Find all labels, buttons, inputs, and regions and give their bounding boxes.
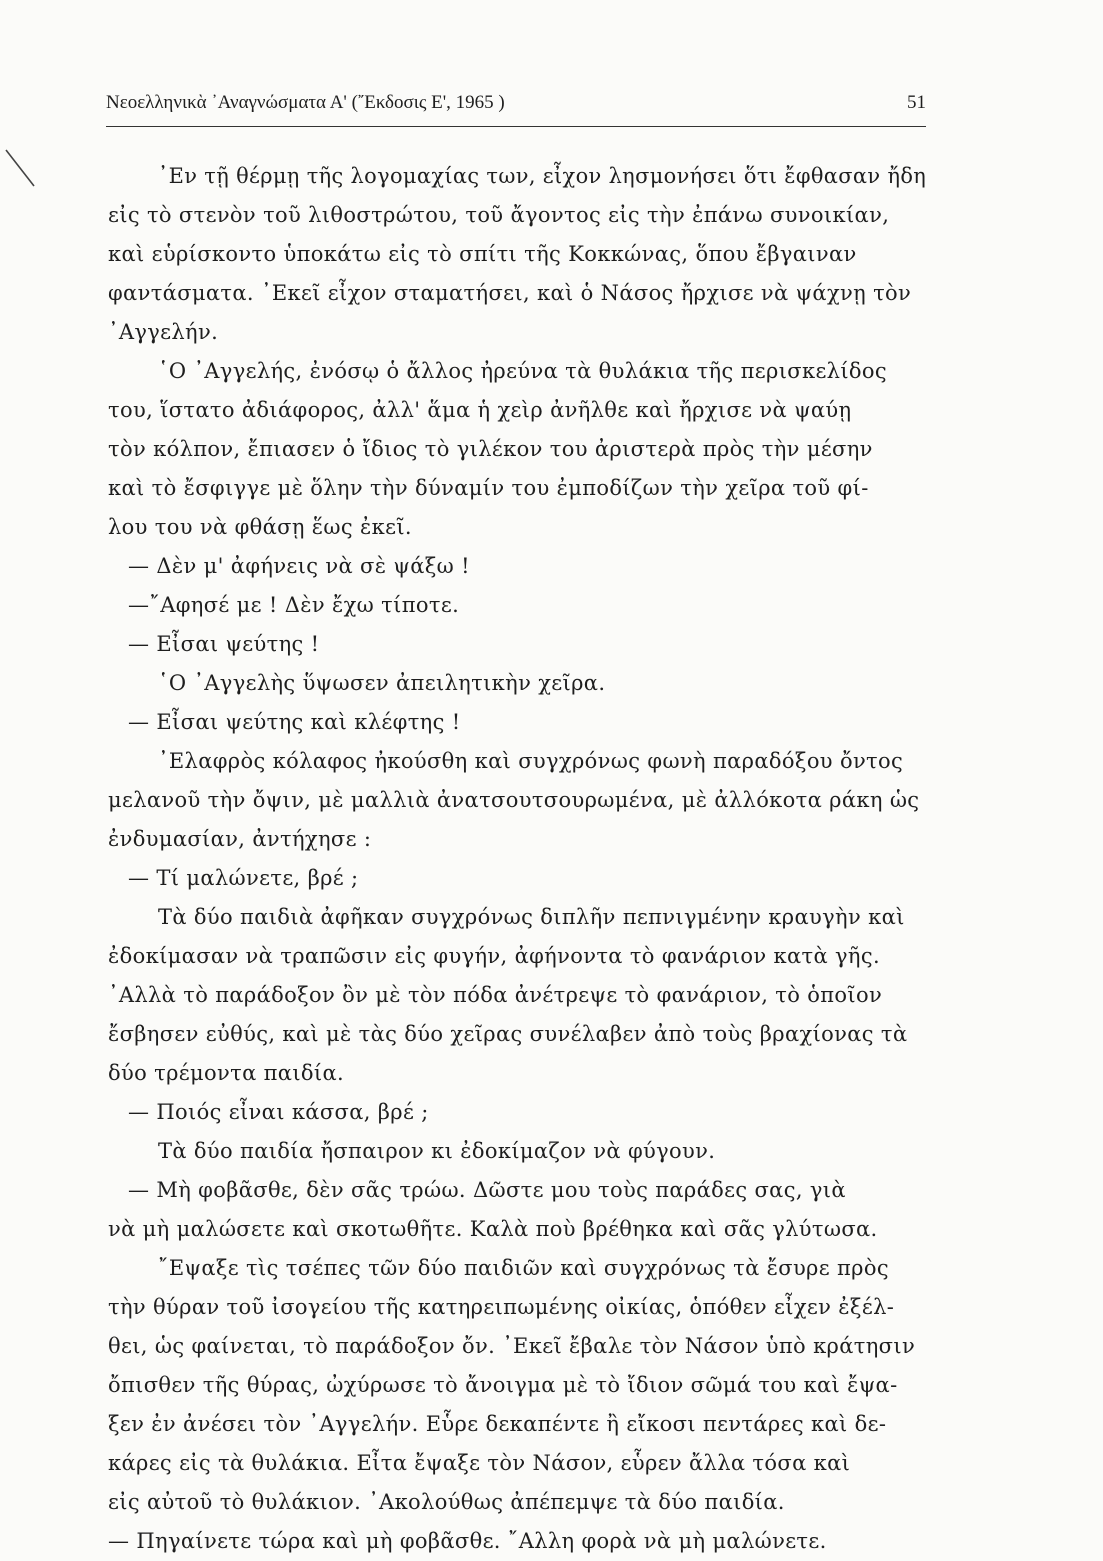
text-line: ξεν ἐν ἀνέσει τὸν ᾿Αγγελήν. Εὗρε δεκαπέντε ἢ εἴκοσι πεντάρες καὶ δε- (108, 1412, 887, 1436)
text-line: ᾿Ελαφρὸς κόλαφος ἠκούσθη καὶ συγχρόνως φωνὴ παραδόξου ὄντος (158, 749, 904, 773)
text-line: — Δὲν μ' ἀφήνεις νὰ σὲ ψάξω ! (128, 554, 470, 578)
text-line: νὰ μὴ μαλώσετε καὶ σκοτωθῆτε. Καλὰ ποὺ βρέθηκα καὶ σᾶς γλύτωσα. (108, 1217, 878, 1241)
text-line: καὶ εὑρίσκοντο ὑποκάτω εἰς τὸ σπίτι τῆς Κοκκώνας, ὅπου ἔβγαιναν (108, 242, 857, 266)
text-line: θει, ὡς φαίνεται, τὸ παράδοξον ὄν. ᾿Εκεῖ ἔβαλε τὸν Νάσον ὑπὸ κράτησιν (108, 1334, 916, 1358)
text-line: ᾿Αγγελήν. (108, 320, 219, 344)
body-text (108, 157, 926, 1561)
text-line: ἐνδυμασίαν, ἀντήχησε : (108, 827, 372, 851)
text-line: κάρες εἰς τὰ θυλάκια. Εἶτα ἔψαξε τὸν Νάσον, εὗρεν ἄλλα τόσα καὶ (108, 1451, 851, 1475)
page-header (106, 92, 926, 118)
margin-pencil-mark (0, 142, 40, 202)
text-line: ὄπισθεν τῆς θύρας, ὠχύρωσε τὸ ἄνοιγμα μὲ τὸ ἴδιον σῶμά του καὶ ἔψα- (108, 1373, 898, 1397)
text-line: — Εἶσαι ψεύτης καὶ κλέφτης ! (128, 710, 461, 734)
text-line: τὴν θύραν τοῦ ἰσογείου τῆς κατηρειπωμένης οἰκίας, ὁπόθεν εἶχεν ἐξέλ- (108, 1295, 895, 1319)
text-line: εἰς αὐτοῦ τὸ θυλάκιον. ᾿Ακολούθως ἀπέπεμψε τὰ δύο παιδία. (108, 1490, 785, 1514)
text-line: Τὰ δύο παιδία ἤσπαιρον κι ἐδοκίμαζον νὰ φύγουν. (158, 1139, 716, 1163)
text-line: ᾿Εν τῇ θέρμῃ τῆς λογομαχίας των, εἶχον λησμονήσει ὅτι ἔφθασαν ἤδη (157, 164, 927, 188)
running-title: Νεοελληνικὰ ᾿Αναγνώσματα Α' (῎Εκδοσις Ε', 1965 ) (106, 92, 505, 113)
text-line: ᾿Αλλὰ τὸ παράδοξον ὂν μὲ τὸν πόδα ἀνέτρεψε τὸ φανάριον, τὸ ὁποῖον (108, 983, 883, 1007)
text-line: μελανοῦ τὴν ὄψιν, μὲ μαλλιὰ ἀνατσουτσουρωμένα, μὲ ἀλλόκοτα ράκη ὡς (108, 788, 920, 812)
text-line: — Εἶσαι ψεύτης ! (128, 632, 320, 656)
text-line: εἰς τὸ στενὸν τοῦ λιθοστρώτου, τοῦ ἄγοντος εἰς τὴν ἐπάνω συνοικίαν, (108, 203, 890, 227)
text-line: ἐδοκίμασαν νὰ τραπῶσιν εἰς φυγήν, ἀφήνοντα τὸ φανάριον κατὰ γῆς. (108, 944, 880, 968)
text-line: — Πηγαίνετε τώρα καὶ μὴ φοβᾶσθε. ῎Αλλη φορὰ νὰ μὴ μαλώνετε. (108, 1529, 827, 1553)
text-line: ῎Εψαξε τὶς τσέπες τῶν δύο παιδιῶν καὶ συγχρόνως τὰ ἔσυρε πρὸς (158, 1256, 889, 1280)
text-line: — Μὴ φοβᾶσθε, δὲν σᾶς τρώω. Δῶστε μου τοὺς παράδες σας, γιὰ (128, 1178, 846, 1202)
text-line: —῎Αφησέ με ! Δὲν ἔχω τίποτε. (128, 593, 460, 617)
text-line: τὸν κόλπον, ἔπιασεν ὁ ἴδιος τὸ γιλέκον του ἀριστερὰ πρὸς τὴν μέσην (108, 437, 873, 461)
page-number: 51 (907, 92, 926, 113)
text-line: φαντάσματα. ᾿Εκεῖ εἶχον σταματήσει, καὶ ὁ Νάσος ἤρχισε νὰ ψάχνῃ τὸν (108, 281, 912, 305)
text-line: ἔσβησεν εὐθύς, καὶ μὲ τὰς δύο χεῖρας συνέλαβεν ἀπὸ τοὺς βραχίονας τὰ (108, 1022, 908, 1046)
text-line: δύο τρέμοντα παιδία. (108, 1061, 345, 1085)
text-line: του, ἵστατο ἀδιάφορος, ἀλλ' ἅμα ἡ χεὶρ ἀνῆλθε καὶ ἤρχισε νὰ ψαύῃ (108, 398, 852, 422)
text-line: λου του νὰ φθάσῃ ἕως ἐκεῖ. (108, 515, 412, 539)
text-line: ῾Ο ᾿Αγγελής, ἐνόσῳ ὁ ἄλλος ἠρεύνα τὰ θυλάκια τῆς περισκελίδος (158, 359, 888, 383)
text-line: — Τί μαλώνετε, βρέ ; (128, 866, 359, 890)
text-line: καὶ τὸ ἔσφιγγε μὲ ὅλην τὴν δύναμίν του ἐμποδίζων τὴν χεῖρα τοῦ φί- (108, 476, 869, 500)
text-line: — Ποιός εἶναι κάσσα, βρέ ; (128, 1100, 429, 1124)
header-rule (106, 126, 926, 127)
text-line: ῾Ο ᾿Αγγελὴς ὕψωσεν ἀπειλητικὴν χεῖρα. (158, 671, 606, 695)
text-line: Τὰ δύο παιδιὰ ἀφῆκαν συγχρόνως διπλῆν πεπνιγμένην κραυγὴν καὶ (158, 905, 905, 929)
